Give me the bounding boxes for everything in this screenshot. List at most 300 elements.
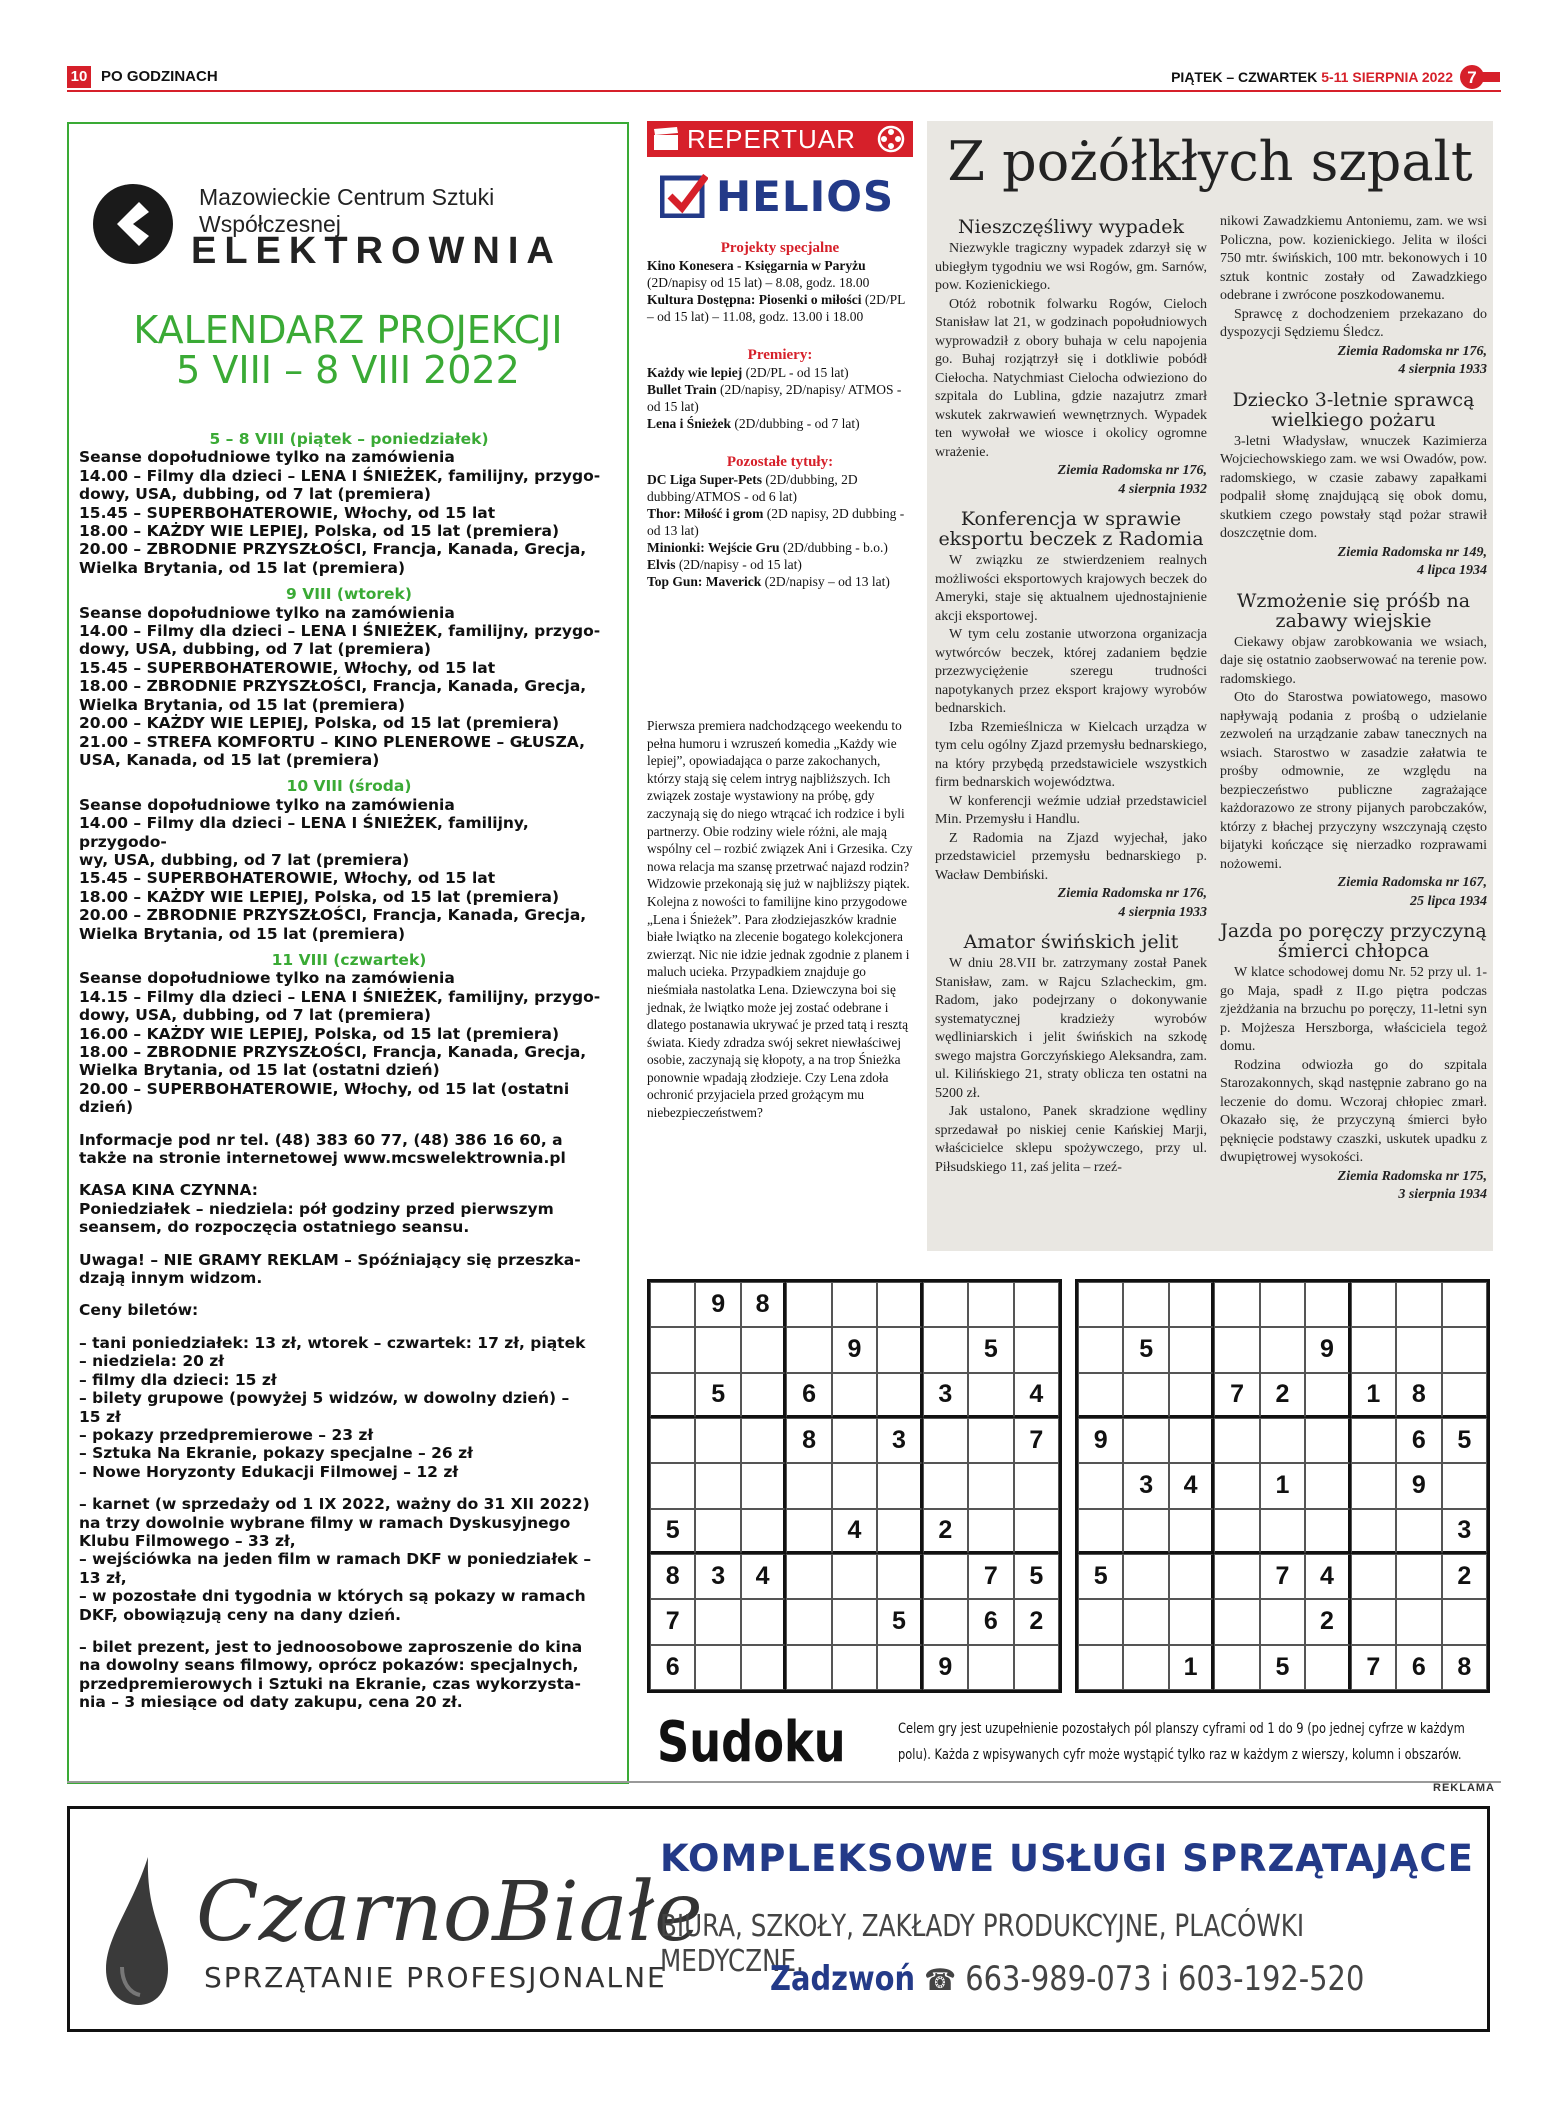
- film-title: Kino Konesera - Księgarnia w Paryżu: [647, 258, 866, 273]
- sudoku-cell[interactable]: [1169, 1282, 1214, 1327]
- article-paragraph: W klatce schodowej domu Nr. 52 przy ul. 1-go Maja, spadł z II.go piętra podczas zjeżdżania na brzuchu po poręczy, 11-letni syn p. Mojżesza Herszborga, właściciela tegoż domu.: [1220, 965, 1487, 1054]
- sudoku-cell[interactable]: 6: [650, 1645, 695, 1690]
- sudoku-cell[interactable]: [877, 1327, 922, 1372]
- info-line: – filmy dla dzieci: 15 zł: [79, 1370, 277, 1389]
- info-line: – wejściówka na jeden film w ramach DKF w poniedziałek –: [79, 1550, 592, 1569]
- article-headline: Wzmożenie się próśb na zabawy wiejskie: [1236, 589, 1471, 632]
- repertuar-section-items: [647, 364, 913, 432]
- schedule-line: dowy, USA, dubbing, od 7 lat (premiera): [79, 1006, 432, 1025]
- sudoku-cell[interactable]: [741, 1463, 786, 1508]
- sudoku-cell[interactable]: [786, 1282, 831, 1327]
- sudoku-cell[interactable]: 2: [1260, 1373, 1305, 1418]
- sudoku-cell[interactable]: [1078, 1509, 1123, 1554]
- sudoku-cell[interactable]: [877, 1463, 922, 1508]
- sudoku-cell[interactable]: [923, 1418, 968, 1463]
- sudoku-cell[interactable]: 1: [1169, 1645, 1214, 1690]
- schedule-line: Seanse dopołudniowe tylko na zamówienia: [79, 795, 455, 814]
- sudoku-cell[interactable]: 9: [832, 1327, 877, 1372]
- sudoku-cell[interactable]: [1351, 1599, 1396, 1644]
- sudoku-cell[interactable]: [832, 1599, 877, 1644]
- sudoku-cell[interactable]: [968, 1418, 1013, 1463]
- info-line: – pokazy przedpremierowe – 23 zł: [79, 1425, 374, 1444]
- institution-name: Mazowieckie Centrum Sztuki Współczesnej: [199, 184, 495, 237]
- sudoku-cell[interactable]: [786, 1463, 831, 1508]
- sudoku-cell[interactable]: [877, 1509, 922, 1554]
- sudoku-cell[interactable]: [1078, 1327, 1123, 1372]
- sudoku-cell[interactable]: 8: [786, 1418, 831, 1463]
- sudoku-cell[interactable]: [1078, 1373, 1123, 1418]
- sudoku-cell[interactable]: [877, 1554, 922, 1599]
- info-line: – Sztuka Na Ekranie, pokazy specjalne – 26 zł: [79, 1444, 473, 1463]
- sudoku-cell[interactable]: [741, 1327, 786, 1372]
- info-line: na dowolny seans filmowy, oprócz pokazów: specjalnych,: [79, 1656, 579, 1675]
- date-prefix: PIĄTEK – CZWARTEK: [1171, 69, 1322, 85]
- sudoku-cell[interactable]: 6: [786, 1373, 831, 1418]
- sudoku-cell[interactable]: [923, 1554, 968, 1599]
- article-headline: Jazda po poręczy przyczyną śmierci chłopca: [1220, 920, 1487, 962]
- schedule-line: 14.00 – Filmy dla dzieci – LENA I ŚNIEŻEK, familijny, przygodo-: [79, 814, 529, 851]
- sudoku-cell[interactable]: 2: [923, 1509, 968, 1554]
- article-source: Ziemia Radomska nr 149,: [1337, 544, 1487, 560]
- sudoku-cell[interactable]: [1351, 1327, 1396, 1372]
- sudoku-cell[interactable]: 1: [1351, 1373, 1396, 1418]
- info-line: Uwaga! – NIE GRAMY REKLAM – Spóźniający się przeszka-: [79, 1250, 581, 1269]
- sudoku-cell[interactable]: [786, 1554, 831, 1599]
- repertuar-section-title: Premiery:: [747, 347, 813, 363]
- sudoku-cell[interactable]: 5: [650, 1509, 695, 1554]
- sudoku-cell[interactable]: [1214, 1282, 1259, 1327]
- sudoku-cell[interactable]: 7: [1214, 1373, 1259, 1418]
- page-number: 10: [67, 66, 91, 88]
- sudoku-cell[interactable]: 2: [1442, 1554, 1487, 1599]
- screening-schedule: [79, 422, 619, 1712]
- sudoku-cell[interactable]: [1169, 1418, 1214, 1463]
- schedule-line: Seanse dopołudniowe tylko na zamówienia: [79, 969, 455, 988]
- article: [1220, 921, 1487, 1205]
- film-title: Elvis: [647, 557, 676, 572]
- sudoku-cell[interactable]: [786, 1645, 831, 1690]
- article: [935, 932, 1207, 1177]
- sudoku-cell[interactable]: [1123, 1418, 1168, 1463]
- repertuar-section-items: [647, 257, 913, 325]
- sudoku-cell[interactable]: 5: [695, 1373, 740, 1418]
- sudoku-cell[interactable]: [695, 1599, 740, 1644]
- film-title: Każdy wie lepiej: [647, 365, 743, 380]
- film-entry: [647, 291, 913, 325]
- sudoku-cell[interactable]: 2: [1305, 1599, 1350, 1644]
- info-line: – w pozostałe dni tygodnia w których są pokazy w ramach: [79, 1587, 586, 1606]
- sudoku-cell[interactable]: 4: [1305, 1554, 1350, 1599]
- spacer: [79, 1320, 619, 1334]
- sudoku-cell[interactable]: 6: [1396, 1418, 1441, 1463]
- sudoku-cell[interactable]: 9: [1078, 1418, 1123, 1463]
- schedule-line: 15.45 – SUPERBOHATEROWIE, Włochy, od 15 lat: [79, 503, 496, 522]
- sudoku-cell[interactable]: [1014, 1509, 1059, 1554]
- info-line: Klubu Filmowego – 33 zł,: [79, 1531, 296, 1550]
- sudoku-cell[interactable]: [741, 1509, 786, 1554]
- sudoku-title: Sudoku: [657, 1710, 846, 1775]
- repertuar-section-title: Pozostałe tytuły:: [726, 454, 834, 470]
- sudoku-cell[interactable]: [695, 1509, 740, 1554]
- sudoku-cell[interactable]: [1260, 1282, 1305, 1327]
- day-heading: 11 VIII (czwartek): [271, 950, 427, 969]
- sudoku-cell[interactable]: [968, 1373, 1013, 1418]
- sudoku-cell[interactable]: [1078, 1599, 1123, 1644]
- article-source: Ziemia Radomska nr 175,: [1337, 1168, 1487, 1184]
- sudoku-cell[interactable]: 4: [741, 1554, 786, 1599]
- helios-check-icon: [660, 174, 708, 218]
- sudoku-cell[interactable]: 5: [877, 1599, 922, 1644]
- spacer: [79, 1287, 619, 1301]
- sudoku-cell[interactable]: [1305, 1645, 1350, 1690]
- sudoku-cell[interactable]: [695, 1645, 740, 1690]
- schedule-line: Seanse dopołudniowe tylko na zamówienia: [79, 603, 455, 622]
- article-source: 4 sierpnia 1933: [1398, 362, 1487, 377]
- schedule-line: 20.00 – ZBRODNIE PRZYSZŁOŚCI, Francja, Kanada, Grecja,: [79, 906, 587, 925]
- sudoku-cell[interactable]: [1214, 1554, 1259, 1599]
- sudoku-cell[interactable]: [1169, 1373, 1214, 1418]
- schedule-line: 18.00 – ZBRODNIE PRZYSZŁOŚCI, Francja, Kanada, Grecja,: [79, 677, 587, 696]
- info-line: DKF, obowiązują ceny na dany dzień.: [79, 1605, 402, 1624]
- spacer: [79, 1481, 619, 1495]
- sudoku-cell[interactable]: [650, 1282, 695, 1327]
- sudoku-cell[interactable]: [1123, 1599, 1168, 1644]
- advertisement: [67, 1806, 1490, 2032]
- sudoku-cell[interactable]: [1214, 1509, 1259, 1554]
- article-paragraph: W dniu 28.VII br. zatrzymany został Panek Stanisław, zam. w Rajcu Szlacheckim, gm. Radom, jako podejrzany o dokonywanie systematycznej kradzieży wyrobów wędliniarskich i jelit świńskich na szkodę swego majstra Gorczyńskiego Aleksandra, zam. ul. Kilińskiego 21, straty oblicza ten ostatni na 5200 zł.: [935, 956, 1207, 1101]
- sudoku-cell[interactable]: [695, 1463, 740, 1508]
- sudoku-cell[interactable]: [1442, 1327, 1487, 1372]
- sudoku-cell[interactable]: [1214, 1645, 1259, 1690]
- sudoku-grid-2: [1075, 1279, 1490, 1693]
- sudoku-cell[interactable]: 3: [877, 1418, 922, 1463]
- schedule-line: 20.00 – ZBRODNIE PRZYSZŁOŚCI, Francja, Kanada, Grecja,: [79, 540, 587, 559]
- spacer: [79, 1237, 619, 1251]
- day-heading: 5 – 8 VIII (piątek – poniedziałek): [209, 430, 489, 448]
- sudoku-cell[interactable]: [1214, 1599, 1259, 1644]
- film-entry: [647, 415, 913, 432]
- sudoku-cell[interactable]: [923, 1282, 968, 1327]
- sudoku-cell[interactable]: 5: [1078, 1554, 1123, 1599]
- sudoku-cell[interactable]: 3: [923, 1373, 968, 1418]
- sudoku-cell[interactable]: [1351, 1463, 1396, 1508]
- water-drop-icon: [102, 1857, 172, 2007]
- sudoku-cell[interactable]: [1396, 1327, 1441, 1372]
- sudoku-cell[interactable]: 7: [1260, 1554, 1305, 1599]
- sudoku-cell[interactable]: 8: [650, 1554, 695, 1599]
- article-headline: Amator świńskich jelit: [963, 931, 1179, 953]
- sudoku-cell[interactable]: [1169, 1599, 1214, 1644]
- sudoku-cell[interactable]: [877, 1645, 922, 1690]
- film-details: (2D/dubbing - b.o.): [779, 540, 888, 555]
- article-paragraph: Izba Rzemieślnicza w Kielcach urządza w tym celu ogólny Zjazd przemysłu bednarskiego, na który przybędą przedstawiciele wszystkich firm bednarskich województwa.: [935, 719, 1207, 790]
- sudoku-cell[interactable]: 5: [1442, 1418, 1487, 1463]
- film-entry: [647, 257, 913, 291]
- sudoku-cell[interactable]: [786, 1327, 831, 1372]
- sudoku-cell[interactable]: [1260, 1509, 1305, 1554]
- film-title: Minionki: Wejście Gru: [647, 540, 780, 555]
- sudoku-cell[interactable]: [1214, 1327, 1259, 1372]
- sudoku-cell[interactable]: [695, 1327, 740, 1372]
- sudoku-cell[interactable]: [1214, 1463, 1259, 1508]
- sudoku-cell[interactable]: [650, 1327, 695, 1372]
- schedule-line: 14.00 – Filmy dla dzieci – LENA I ŚNIEŻEK, familijny, przygo-: [79, 622, 601, 641]
- sudoku-cell[interactable]: [1351, 1282, 1396, 1327]
- info-line: także na stronie internetowej www.mcswelektrownia.pl: [79, 1149, 566, 1168]
- film-details: (2D/napisy – od 13 lat): [761, 574, 890, 589]
- sudoku-cell[interactable]: 9: [1396, 1463, 1441, 1508]
- article-headline: Dziecko 3-letnie sprawcą wielkiego pożaru: [1232, 388, 1475, 431]
- article-source: 25 lipca 1934: [1410, 893, 1487, 909]
- article-paragraph: 3-letni Władysław, wnuczek Kazimierza Wojciechowskiego zam. we wsi Owadów, pow. radomskiego, w czasie zabawy zapałkami podpalił słomę znajdującą się obok domu, skutkiem czego powstały stąd pożar strawił doszczętnie dom.: [1220, 433, 1487, 541]
- article-source: 3 sierpnia 1934: [1398, 1187, 1487, 1202]
- schedule-line: 18.00 – KAŻDY WIE LEPIEJ, Polska, od 15 lat (premiera): [79, 522, 560, 541]
- sudoku-cell[interactable]: [1169, 1327, 1214, 1372]
- sudoku-cell[interactable]: [877, 1282, 922, 1327]
- schedule-line: dowy, USA, dubbing, od 7 lat (premiera): [79, 485, 432, 504]
- ad-brand-name: CzarnoBiałe: [196, 1865, 703, 1960]
- sudoku-cell[interactable]: [1078, 1645, 1123, 1690]
- article-source: Ziemia Radomska nr 176,: [1057, 886, 1207, 901]
- old-news-title: Z pożółkłych szpalt: [947, 130, 1473, 193]
- info-line: KASA KINA CZYNNA:: [79, 1181, 258, 1200]
- schedule-line: wy, USA, dubbing, od 7 lat (premiera): [79, 850, 410, 869]
- calendar-title-line1: KALENDARZ PROJEKCJI: [133, 308, 563, 352]
- sudoku-cell[interactable]: 4: [1014, 1373, 1059, 1418]
- sudoku-cell[interactable]: 1: [1260, 1463, 1305, 1508]
- sudoku-cell[interactable]: [650, 1463, 695, 1508]
- sudoku-cell[interactable]: [741, 1418, 786, 1463]
- sudoku-cell[interactable]: [877, 1373, 922, 1418]
- article-source: Ziemia Radomska nr 176,: [1057, 463, 1207, 478]
- sudoku-cell[interactable]: [1305, 1282, 1350, 1327]
- schedule-line: USA, Kanada, od 15 lat (premiera): [79, 750, 380, 769]
- schedule-line: 18.00 – ZBRODNIE PRZYSZŁOŚCI, Francja, Kanada, Grecja,: [79, 1043, 587, 1061]
- sudoku-cell[interactable]: 3: [1442, 1509, 1487, 1554]
- sudoku-cell[interactable]: 4: [832, 1509, 877, 1554]
- info-line: – niedziela: 20 zł: [79, 1352, 225, 1371]
- article-source: 4 lipca 1934: [1417, 563, 1487, 578]
- schedule-line: 14.15 – Filmy dla dzieci – LENA I ŚNIEŻEK, familijny, przygo-: [79, 987, 601, 1006]
- repertuar-list: [647, 234, 913, 590]
- schedule-line: 15.45 – SUPERBOHATEROWIE, Włochy, od 15 lat: [79, 869, 496, 888]
- newspaper-logo-icon: [1459, 64, 1501, 90]
- info-line: seansem, do rozpoczęcia ostatniego seansu.: [79, 1218, 470, 1237]
- sudoku-cell[interactable]: 3: [695, 1554, 740, 1599]
- schedule-line: 20.00 – KAŻDY WIE LEPIEJ, Polska, od 15 lat (premiera): [79, 714, 560, 733]
- film-entry: [647, 556, 913, 573]
- sudoku-cell[interactable]: [1014, 1463, 1059, 1508]
- sudoku-cell[interactable]: [832, 1463, 877, 1508]
- sudoku-cell[interactable]: [1396, 1599, 1441, 1644]
- sudoku-cell[interactable]: [1305, 1373, 1350, 1418]
- article-headline: Konferencja w sprawie eksportu beczek z Radomia: [938, 508, 1204, 550]
- sudoku-cell[interactable]: [1260, 1327, 1305, 1372]
- calendar-title: [69, 310, 627, 390]
- sudoku-cell[interactable]: [1442, 1373, 1487, 1418]
- repertuar-section-title: Projekty specjalne: [720, 240, 840, 256]
- day-heading: 9 VIII (wtorek): [286, 585, 412, 604]
- sudoku-cell[interactable]: 8: [741, 1282, 786, 1327]
- info-line: nia – 3 miesiące od daty zakupu, cena 20 zł.: [79, 1693, 463, 1712]
- sudoku-cell[interactable]: [1351, 1418, 1396, 1463]
- sudoku-cell[interactable]: [832, 1373, 877, 1418]
- sudoku-cell[interactable]: 3: [1123, 1463, 1168, 1508]
- sudoku-cell[interactable]: [968, 1282, 1013, 1327]
- article: [1220, 591, 1487, 912]
- article-paragraph: W związku ze stwierdzeniem realnych możliwości eksportowych krajowych beczek do Ameryki, staje się aktualnem ujednostajnienie akcji eksportowej.: [935, 553, 1207, 624]
- sudoku-cell[interactable]: [1351, 1554, 1396, 1599]
- page-header: [67, 66, 1501, 92]
- issue-date: [1171, 66, 1453, 88]
- sudoku-cell[interactable]: [832, 1282, 877, 1327]
- sudoku-cell[interactable]: [1123, 1645, 1168, 1690]
- sudoku-cell[interactable]: [1014, 1327, 1059, 1372]
- sudoku-cell[interactable]: 5: [1014, 1554, 1059, 1599]
- sudoku-cell[interactable]: [741, 1599, 786, 1644]
- sudoku-cell[interactable]: [1169, 1554, 1214, 1599]
- article-paragraph: W tym celu zostanie utworzona organizacja wytwórców beczek, której zadaniem będzie przezwyciężenie szeregu trudności napotykanych przez eksport krajowy wyrobów bednarskich.: [935, 627, 1207, 716]
- sudoku-cell[interactable]: 9: [923, 1645, 968, 1690]
- schedule-line: Wielka Brytania, od 15 lat (premiera): [79, 558, 406, 577]
- svg-text:7: 7: [1467, 68, 1477, 87]
- sudoku-cell[interactable]: [1305, 1418, 1350, 1463]
- info-line: 13 zł,: [79, 1568, 127, 1587]
- ad-headline: KOMPLEKSOWE USŁUGI SPRZĄTAJĄCE: [660, 1837, 1474, 1880]
- sudoku-cell[interactable]: 6: [1396, 1645, 1441, 1690]
- sudoku-cell[interactable]: [1442, 1282, 1487, 1327]
- sudoku-cell[interactable]: 8: [1442, 1645, 1487, 1690]
- film-title: Kultura Dostępna: Piosenki o miłości: [647, 292, 862, 307]
- sudoku-cell[interactable]: 7: [968, 1554, 1013, 1599]
- schedule-line: Wielka Brytania, od 15 lat (ostatni dzień): [79, 1061, 440, 1080]
- film-entry: [647, 471, 913, 505]
- info-line: – Nowe Horyzonty Edukacji Filmowej – 12 zł: [79, 1462, 459, 1481]
- schedule-line: 14.00 – Filmy dla dzieci – LENA I ŚNIEŻEK, familijny, przygo-: [79, 466, 601, 485]
- day-heading: 10 VIII (środa): [286, 777, 412, 796]
- schedule-line: 20.00 – SUPERBOHATEROWIE, Włochy, od 15 lat (ostatni: [79, 1079, 570, 1098]
- sudoku-cell[interactable]: [650, 1418, 695, 1463]
- sudoku-cell[interactable]: 7: [650, 1599, 695, 1644]
- sudoku-cell[interactable]: [741, 1373, 786, 1418]
- sudoku-cell[interactable]: [968, 1645, 1013, 1690]
- sudoku-cell[interactable]: [1014, 1645, 1059, 1690]
- schedule-line: Wielka Brytania, od 15 lat (premiera): [79, 924, 406, 943]
- sudoku-cell[interactable]: 7: [1014, 1418, 1059, 1463]
- sudoku-cell[interactable]: 4: [1169, 1463, 1214, 1508]
- sudoku-cell[interactable]: [832, 1645, 877, 1690]
- sudoku-cell[interactable]: [1123, 1282, 1168, 1327]
- sudoku-cell[interactable]: 9: [695, 1282, 740, 1327]
- sudoku-cell[interactable]: 8: [1396, 1373, 1441, 1418]
- sudoku-cell[interactable]: [1396, 1282, 1441, 1327]
- sudoku-cell[interactable]: [1305, 1463, 1350, 1508]
- article-paragraph: Jak ustalono, Panek skradzione wędliny sprzedawał po niskiej cenie Kańskiej Marji, właścicielce sklepu spożywczego, przy ul. Piłsudskiego 11, zaś jelita – rzeź-: [935, 1104, 1207, 1175]
- article-source: 4 sierpnia 1932: [1118, 481, 1207, 497]
- sudoku-cell[interactable]: [1260, 1418, 1305, 1463]
- sudoku-grid-1: [647, 1279, 1062, 1693]
- sudoku-cell[interactable]: [1214, 1418, 1259, 1463]
- sudoku-cell[interactable]: [786, 1509, 831, 1554]
- sudoku-cell[interactable]: [1169, 1509, 1214, 1554]
- section-title: PO GODZINACH: [101, 68, 218, 85]
- film-title: Lena i Śnieżek: [647, 416, 732, 431]
- repertuar-label: REPERTUAR: [687, 124, 856, 154]
- film-details: (2D/PL - od 15 lat): [742, 365, 849, 380]
- old-news-column-2: [1220, 213, 1487, 1215]
- helios-name: HELIOS: [716, 172, 895, 221]
- sudoku-cell[interactable]: 2: [1014, 1599, 1059, 1644]
- sudoku-cell[interactable]: [1123, 1554, 1168, 1599]
- article-source: 4 sierpnia 1933: [1118, 904, 1207, 920]
- film-entry: [647, 381, 913, 415]
- divider: [67, 1781, 1501, 1783]
- schedule-line: 16.00 – KAŻDY WIE LEPIEJ, Polska, od 15 lat (premiera): [79, 1024, 560, 1043]
- film-reel-icon: [877, 125, 905, 153]
- sudoku-cell[interactable]: [1351, 1509, 1396, 1554]
- repertuar-banner: [647, 121, 913, 157]
- sudoku-cell[interactable]: [1123, 1509, 1168, 1554]
- sudoku-cell[interactable]: [1078, 1282, 1123, 1327]
- info-line: – bilet prezent, jest to jednoosobowe zaproszenie do kina: [79, 1637, 583, 1656]
- institution-logo-text: ELEKTROWNIA: [191, 230, 562, 272]
- article: [935, 217, 1207, 499]
- sudoku-cell[interactable]: [1396, 1554, 1441, 1599]
- sudoku-cell[interactable]: [968, 1509, 1013, 1554]
- sudoku-cell[interactable]: [968, 1463, 1013, 1508]
- sudoku-cell[interactable]: [786, 1599, 831, 1644]
- ad-phone-numbers: 663-989-073 i 603-192-520: [965, 1959, 1365, 1999]
- sudoku-cell[interactable]: [650, 1373, 695, 1418]
- ad-subheadline: BIURA, SZKOŁY, ZAKŁADY PRODUKCYJNE, PLACÓWKI MEDYCZNE.: [660, 1909, 1305, 1979]
- sudoku-cell[interactable]: [1078, 1463, 1123, 1508]
- sudoku-cell[interactable]: [1123, 1373, 1168, 1418]
- sudoku-cell[interactable]: [1442, 1463, 1487, 1508]
- sudoku-cell[interactable]: [923, 1463, 968, 1508]
- sudoku-cell[interactable]: [741, 1645, 786, 1690]
- schedule-line: 18.00 – KAŻDY WIE LEPIEJ, Polska, od 15 lat (premiera): [79, 887, 560, 906]
- article-paragraph: Niezwykle tragiczny wypadek zdarzył się w ubiegłym tygodniu we wsi Rogów, gm. Sarnów, pow. Kozienickiego.: [935, 241, 1207, 293]
- sudoku-cell[interactable]: 6: [968, 1599, 1013, 1644]
- article-paragraph: W konferencji weźmie udział przedstawiciel Min. Przemysłu i Handlu.: [935, 793, 1207, 827]
- ad-label: REKLAMA: [1433, 1782, 1495, 1794]
- article-paragraph: Otóż robotnik folwarku Rogów, Cieloch Stanisław lat 21, w godzinach popołudniowych wyprowadził z obory buhaja w celu napojenia go. Buhaj rozjątrzył się i dotkliwie pobódł Ciełocha. Natychmiast Cielocha odwieziono do szpitala do Lublina, gdzie nazajutrz zmarł wskutek zakrwawień wewnętrznych. Wypadek ten wywołał we wiosce i okolicy ogromne wrażenie.: [935, 296, 1207, 460]
- sudoku-cell[interactable]: [1260, 1599, 1305, 1644]
- film-details: (2D/napisy od 15 lat) – 8.08, godz. 18.00: [647, 275, 870, 290]
- sudoku-cell[interactable]: [1305, 1509, 1350, 1554]
- sudoku-cell[interactable]: [923, 1599, 968, 1644]
- sudoku-cell[interactable]: [1014, 1282, 1059, 1327]
- sudoku-cell[interactable]: [1396, 1509, 1441, 1554]
- sudoku-cell[interactable]: 9: [1305, 1327, 1350, 1372]
- article: [1220, 390, 1487, 581]
- sudoku-cell[interactable]: [1442, 1599, 1487, 1644]
- sudoku-cell[interactable]: 5: [1123, 1327, 1168, 1372]
- sudoku-cell[interactable]: 7: [1351, 1645, 1396, 1690]
- sudoku-cell[interactable]: [695, 1418, 740, 1463]
- info-line: Informacje pod nr tel. (48) 383 60 77, (48) 386 16 60, a: [79, 1130, 563, 1149]
- sudoku-cell[interactable]: [832, 1554, 877, 1599]
- sudoku-cell[interactable]: [923, 1327, 968, 1372]
- sudoku-cell[interactable]: 5: [1260, 1645, 1305, 1690]
- info-line: – bilety grupowe (powyżej 5 widzów, w dowolny dzień) –: [79, 1389, 570, 1408]
- sudoku-cell[interactable]: 5: [968, 1327, 1013, 1372]
- article-paragraph: Oto do Starostwa powiatowego, masowo napływają podania z prośbą o udzielanie zezwoleń na urządzanie zabaw tanecznych na wsiach. Starostwo w zasadzie załatwia te prośby odmownie, ze względu na bezpieczeństwo publiczne zagrażające każdorazowo ze strony pijanych parobczaków, którzy z błachej przyczyny wszczynają często bijatyki kończące się nierzadko rozprawami nożowemi.: [1220, 690, 1487, 872]
- article-paragraph: Z Radomia na Zjazd wyjechał, jako przedstawiciel przemysłu bednarskiego p. Wacław Dembiński.: [935, 830, 1207, 883]
- helios-logo: [660, 170, 900, 222]
- article: [935, 509, 1207, 922]
- sudoku-cell[interactable]: [832, 1418, 877, 1463]
